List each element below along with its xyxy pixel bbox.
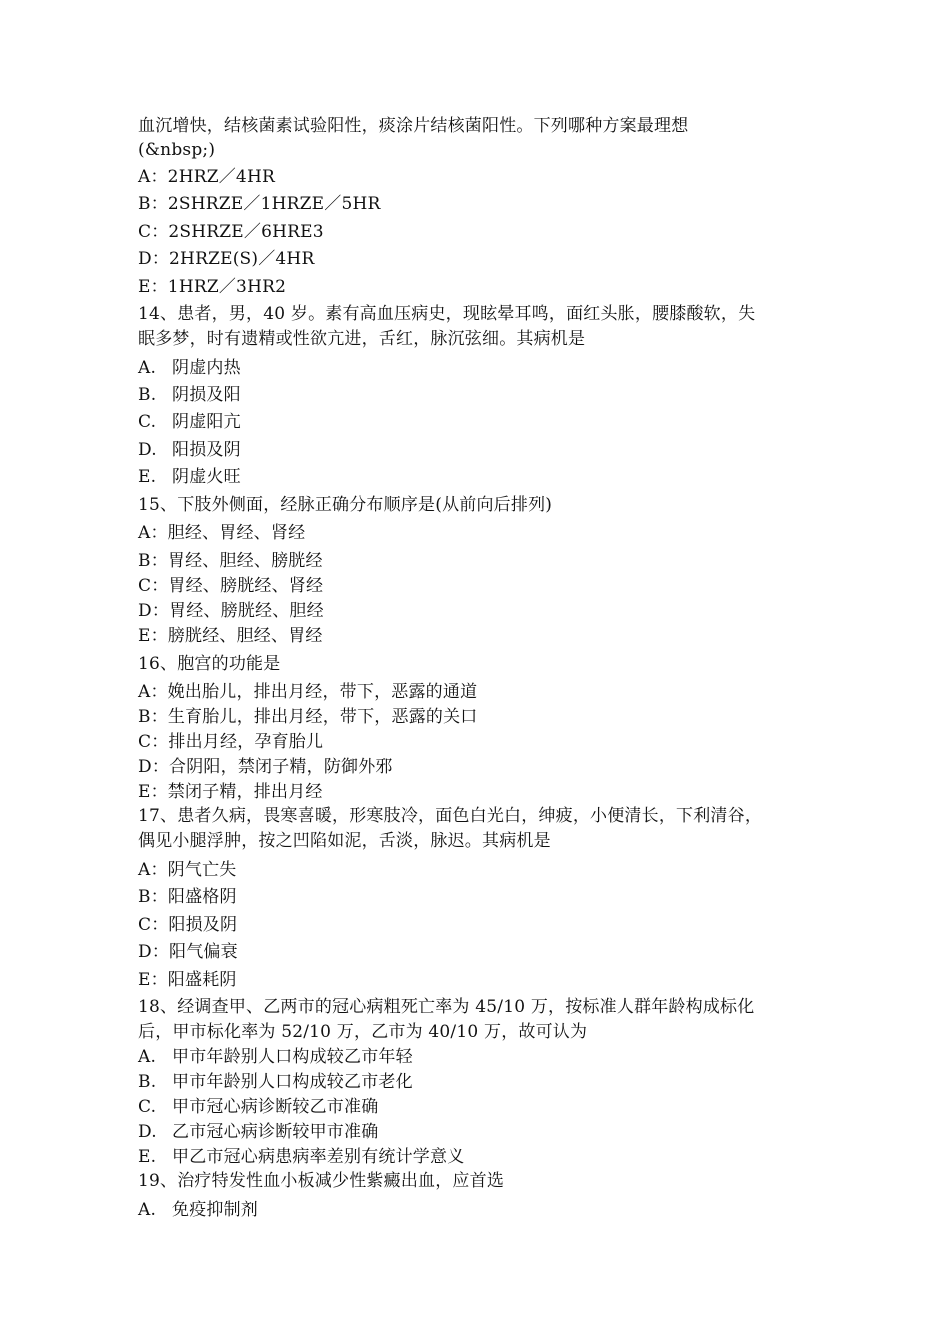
option-line: A：娩出胎儿，排出月经，带下，恶露的通道 [138, 682, 478, 702]
option-text: 甲市冠心病诊断较乙市准确 [172, 1097, 379, 1117]
option-text: 甲乙市冠心病患病率差别有统计学意义 [172, 1147, 465, 1167]
option-line: C：2SHRZE／6HRE3 [138, 222, 324, 242]
option-letter: E. [138, 467, 157, 487]
option-line: E：1HRZ／3HR2 [138, 277, 287, 297]
option-text: 阳损及阴 [172, 440, 241, 460]
option-text: 阴虚内热 [172, 358, 241, 378]
option-line: A：胆经、胃经、肾经 [138, 523, 306, 543]
option-letter: D. [138, 440, 157, 460]
option-line [138, 1146, 464, 1168]
option-letter: C. [138, 1097, 157, 1117]
option-line [138, 466, 241, 488]
option-line [138, 1121, 378, 1143]
option-line [138, 439, 241, 461]
question-18: 18、经调查甲、乙两市的冠心病粗死亡率为 45/10 万，按标准人群年龄构成标化 [138, 997, 755, 1017]
option-letter: E. [138, 1147, 157, 1167]
option-line [138, 357, 241, 379]
option-letter: C. [138, 412, 157, 432]
option-text: 阴虚阳亢 [172, 412, 241, 432]
option-line: B：生育胎儿，排出月经，带下，恶露的关口 [138, 707, 478, 727]
option-letter: D. [138, 1122, 157, 1142]
question-17-cont: 偶见小腿浮肿，按之凹陷如泥，舌淡，脉迟。其病机是 [138, 831, 551, 851]
option-line: E：阳盛耗阴 [138, 970, 237, 990]
option-letter: B. [138, 1072, 157, 1092]
option-line: A：2HRZ／4HR [138, 167, 275, 187]
question-15: 15、下肢外侧面，经脉正确分布顺序是(从前向后排列) [138, 495, 553, 515]
option-line [138, 1096, 378, 1118]
option-line [138, 411, 241, 433]
option-line [138, 1046, 413, 1068]
option-letter: A. [138, 1200, 157, 1220]
option-line: E：膀胱经、胆经、胃经 [138, 626, 323, 646]
question-14-cont: 眠多梦，时有遗精或性欲亢进，舌红，脉沉弦细。其病机是 [138, 329, 586, 349]
option-letter: A. [138, 358, 157, 378]
question-16: 16、胞宫的功能是 [138, 654, 281, 674]
option-line [138, 1071, 413, 1093]
option-text: 阴损及阳 [172, 385, 241, 405]
option-text: 乙市冠心病诊断较甲市准确 [172, 1122, 379, 1142]
option-line: D：合阴阳，禁闭子精，防御外邪 [138, 757, 393, 777]
question-19: 19、治疗特发性血小板减少性紫癜出血，应首选 [138, 1171, 505, 1191]
option-letter: A. [138, 1047, 157, 1067]
option-line: C：胃经、膀胱经、肾经 [138, 576, 324, 596]
question-18-cont: 后，甲市标化率为 52/10 万，乙市为 40/10 万，故可认为 [138, 1022, 588, 1042]
question-17: 17、患者久病，畏寒喜暖，形寒肢冷，面色白光白，绅疲，小便清长，下利清谷， [138, 806, 763, 826]
option-letter: B. [138, 385, 157, 405]
option-text: 甲市年龄别人口构成较乙市老化 [172, 1072, 413, 1092]
option-line: A：阴气亡失 [138, 860, 237, 880]
option-line: D：2HRZE(S)／4HR [138, 249, 315, 269]
option-text: 甲市年龄别人口构成较乙市年轻 [172, 1047, 413, 1067]
option-line: C：阳损及阴 [138, 915, 238, 935]
question-14: 14、患者，男，40 岁。素有高血压病史，现眩晕耳鸣，面红头胀，腰膝酸软，失 [138, 304, 756, 324]
text-line: (&nbsp;) [138, 140, 216, 160]
option-line: B：阳盛格阴 [138, 887, 237, 907]
text-line: 血沉增快，结核菌素试验阳性，痰涂片结核菌阳性。下列哪种方案最理想 [138, 116, 689, 136]
option-line: C：排出月经，孕育胎儿 [138, 732, 324, 752]
option-line [138, 384, 241, 406]
option-line: B：胃经、胆经、膀胱经 [138, 551, 323, 571]
option-text: 免疫抑制剂 [172, 1200, 258, 1220]
option-line: E：禁闭子精，排出月经 [138, 782, 323, 802]
option-line [138, 1199, 258, 1221]
option-line: B：2SHRZE／1HRZE／5HR [138, 194, 381, 214]
option-text: 阴虚火旺 [172, 467, 241, 487]
option-line: D：阳气偏衰 [138, 942, 238, 962]
option-line: D：胃经、膀胱经、胆经 [138, 601, 324, 621]
